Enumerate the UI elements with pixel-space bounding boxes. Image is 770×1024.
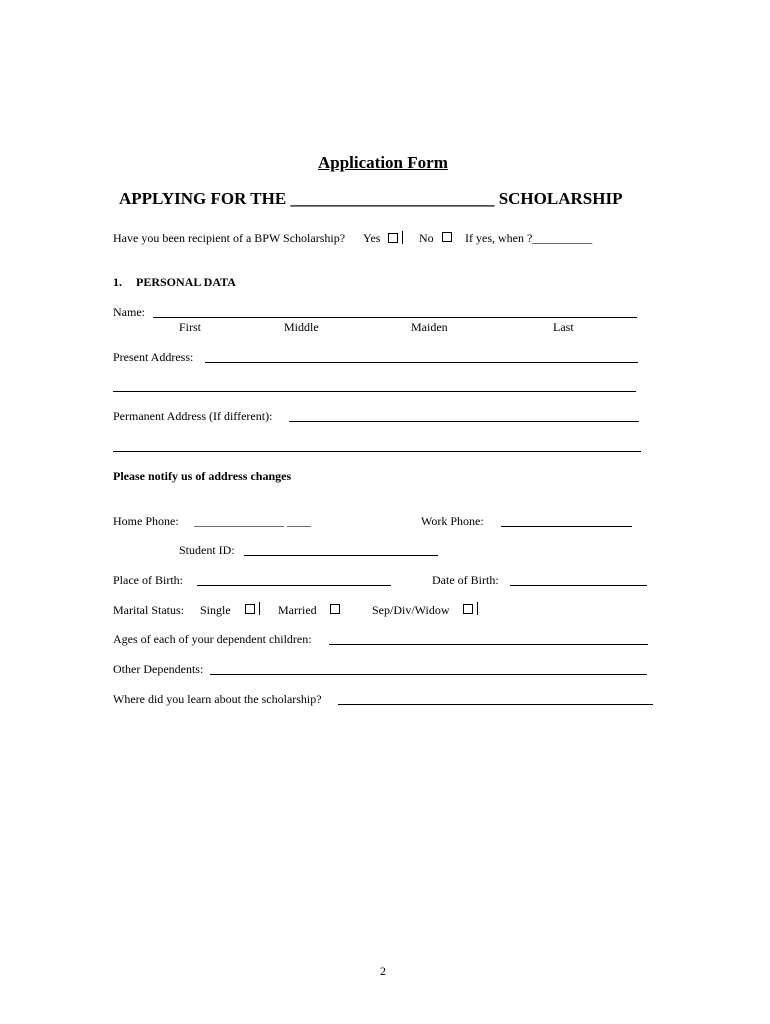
scholarship-heading (119, 189, 622, 209)
marital-sep-label: Sep/Div/Widow (372, 603, 450, 617)
marital-married-label: Married (278, 603, 317, 617)
recipient-when-field[interactable]: If yes, when ?__________ (465, 231, 593, 245)
recipient-no-checkbox[interactable] (442, 232, 452, 242)
permanent-address-input[interactable] (289, 421, 639, 422)
heading-suffix: SCHOLARSHIP (498, 189, 623, 208)
marital-single-checkbox[interactable] (245, 604, 255, 614)
other-dependents-label: Other Dependents: (113, 662, 204, 676)
other-dependents-input[interactable] (210, 674, 647, 675)
page-number: 2 (380, 964, 386, 978)
student-id-label: Student ID: (179, 543, 235, 557)
checkbox-bracket (256, 602, 260, 615)
permanent-address-line2-input[interactable] (113, 451, 641, 452)
marital-sep-checkbox[interactable] (463, 604, 473, 614)
section-title: PERSONAL DATA (136, 275, 236, 289)
home-phone-input[interactable]: _______________ ____ (194, 514, 311, 528)
checkbox-bracket (399, 231, 403, 244)
checkbox-bracket (474, 602, 478, 615)
place-of-birth-input[interactable] (197, 585, 391, 586)
permanent-address-label: Permanent Address (If different): (113, 409, 273, 423)
place-of-birth-label: Place of Birth: (113, 573, 183, 587)
recipient-yes-label: Yes (363, 231, 381, 245)
present-address-label: Present Address: (113, 350, 194, 364)
name-middle-caption: Middle (284, 320, 319, 334)
name-label: Name: (113, 305, 145, 319)
address-change-notice: Please notify us of address changes (113, 469, 292, 483)
page-title: Application Form (318, 153, 448, 172)
learn-source-label: Where did you learn about the scholarship? (113, 692, 322, 706)
dependent-ages-input[interactable] (329, 644, 648, 645)
name-last-caption: Last (553, 320, 574, 334)
work-phone-label: Work Phone: (421, 514, 484, 528)
recipient-question-label: Have you been recipient of a BPW Scholarship? (113, 231, 346, 245)
section-number: 1. (113, 275, 122, 289)
heading-prefix: APPLYING FOR THE (119, 189, 287, 208)
marital-status-label: Marital Status: (113, 603, 184, 617)
marital-married-checkbox[interactable] (330, 604, 340, 614)
work-phone-input[interactable] (501, 526, 632, 527)
present-address-line2-input[interactable] (113, 391, 636, 392)
name-input[interactable] (153, 317, 637, 318)
recipient-no-label: No (419, 231, 434, 245)
present-address-input[interactable] (205, 362, 638, 363)
date-of-birth-input[interactable] (510, 585, 647, 586)
name-maiden-caption: Maiden (411, 320, 448, 334)
dependent-ages-label: Ages of each of your dependent children: (113, 632, 312, 646)
learn-source-input[interactable] (338, 704, 653, 705)
student-id-input[interactable] (244, 555, 438, 556)
scholarship-name-field[interactable]: ________________________ (290, 189, 495, 208)
marital-single-label: Single (200, 603, 231, 617)
home-phone-label: Home Phone: (113, 514, 179, 528)
recipient-yes-checkbox[interactable] (388, 233, 398, 243)
date-of-birth-label: Date of Birth: (432, 573, 499, 587)
name-first-caption: First (179, 320, 202, 334)
